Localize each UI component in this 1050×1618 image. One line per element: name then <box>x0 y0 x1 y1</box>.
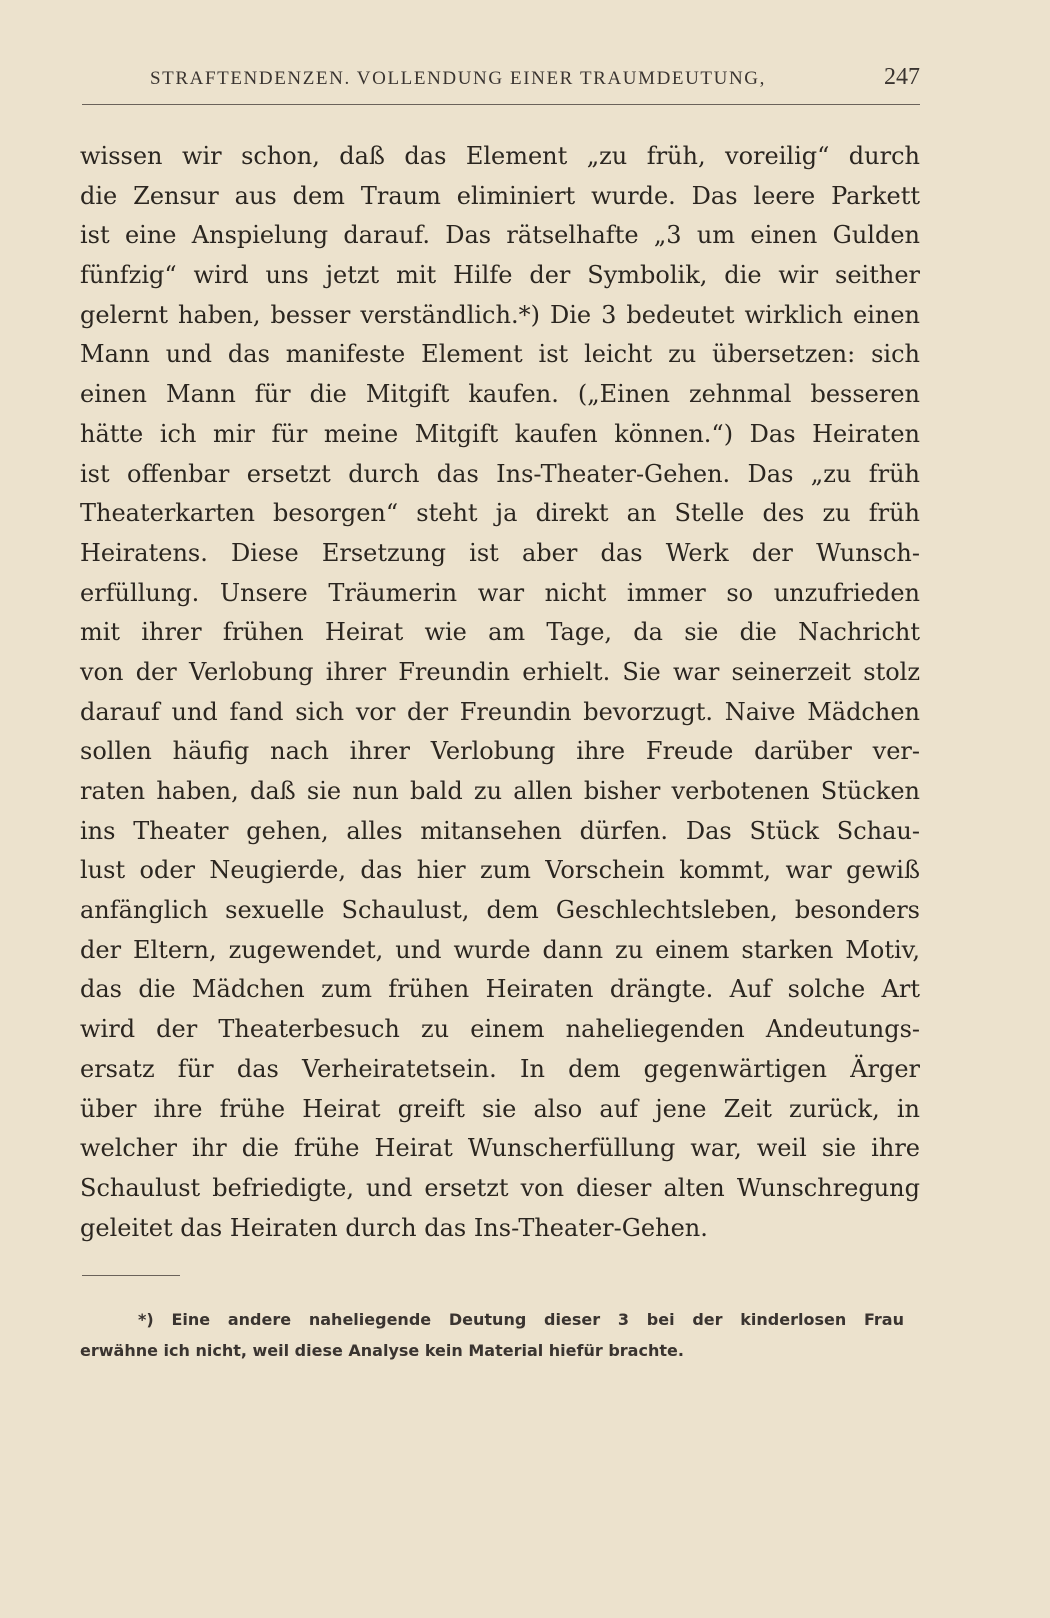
body-line: mit ihrer frühen Heirat wie am Tage, da sie die Nachricht <box>80 618 920 647</box>
body-line: der Eltern, zugewendet, und wurde dann zu einem starken Motiv, <box>80 935 920 964</box>
body-line: lust oder Neugierde, das hier zum Vorschein kommt, war gewiß <box>80 856 920 885</box>
body-line: fünfzig“ wird uns jetzt mit Hilfe der Symbolik, die wir seither <box>80 261 920 290</box>
footnote-rule <box>82 1275 180 1276</box>
body-line: erfüllung. Unsere Träumerin war nicht immer so unzufrieden <box>80 578 920 607</box>
header-rule <box>82 104 920 105</box>
body-text <box>80 137 920 1248</box>
body-line: sollen häufig nach ihrer Verlobung ihre Freude darüber ver- <box>80 737 920 766</box>
footnote-line: *) Eine andere naheliegende Deutung dieser 3 bei der kinderlosen Frau <box>138 1310 904 1329</box>
body-line: ins Theater gehen, alles mitansehen dürfen. Das Stück Schau- <box>80 816 920 845</box>
body-line: Mann und das manifeste Element ist leicht zu übersetzen: sich <box>80 340 920 369</box>
body-line: ersatz für das Verheiratetsein. In dem gegenwärtigen Ärger <box>80 1054 920 1083</box>
body-line: raten haben, daß sie nun bald zu allen bisher verbotenen Stücken <box>80 777 920 805</box>
body-line: Heiratens. Diese Ersetzung ist aber das Werk der Wunsch- <box>80 538 920 567</box>
running-header-title: STRAFTENDENZEN. VOLLENDUNG EINER TRAUMDEUTUNG, <box>150 68 766 89</box>
body-line: gelernt haben, besser verständlich.*) Die 3 bedeutet wirklich einen <box>80 300 920 329</box>
page-number: 247 <box>884 64 920 90</box>
body-line: hätte ich mir für meine Mitgift kaufen können.“) Das Heiraten <box>80 419 920 448</box>
body-line: ist offenbar ersetzt durch das Ins-Theater-Gehen. Das „zu früh <box>80 459 920 488</box>
footnote-line: erwähne ich nicht, weil diese Analyse kein Material hiefür brachte. <box>80 1341 684 1360</box>
body-line: das die Mädchen zum frühen Heiraten drängte. Auf solche Art <box>80 975 920 1004</box>
body-line: ist eine Anspielung darauf. Das rätselhafte „3 um einen Gulden <box>80 221 920 250</box>
body-line: Theaterkarten besorgen“ steht ja direkt an Stelle des zu früh <box>80 499 920 528</box>
body-line: wird der Theaterbesuch zu einem naheliegenden Andeutungs- <box>80 1015 920 1044</box>
body-line: über ihre frühe Heirat greift sie also auf jene Zeit zurück, in <box>80 1094 920 1123</box>
body-line: darauf und fand sich vor der Freundin bevorzugt. Naive Mädchen <box>80 697 920 726</box>
running-header <box>80 64 920 100</box>
footnote <box>80 1304 904 1366</box>
body-line: Schaulust befriedigte, und ersetzt von dieser alten Wunschregung <box>80 1173 920 1202</box>
body-line: von der Verlobung ihrer Freundin erhielt. Sie war seinerzeit stolz <box>80 657 920 686</box>
body-line: die Zensur aus dem Traum eliminiert wurde. Das leere Parkett <box>80 181 920 210</box>
body-line: einen Mann für die Mitgift kaufen. („Einen zehnmal besseren <box>80 380 920 409</box>
body-line: wissen wir schon, daß das Element „zu früh, voreilig“ durch <box>80 142 920 170</box>
body-line: anfänglich sexuelle Schaulust, dem Geschlechtsleben, besonders <box>80 896 920 925</box>
body-line: welcher ihr die frühe Heirat Wunscherfüllung war, weil sie ihre <box>80 1134 920 1163</box>
body-line: geleitet das Heiraten durch das Ins-Theater-Gehen. <box>80 1213 708 1242</box>
